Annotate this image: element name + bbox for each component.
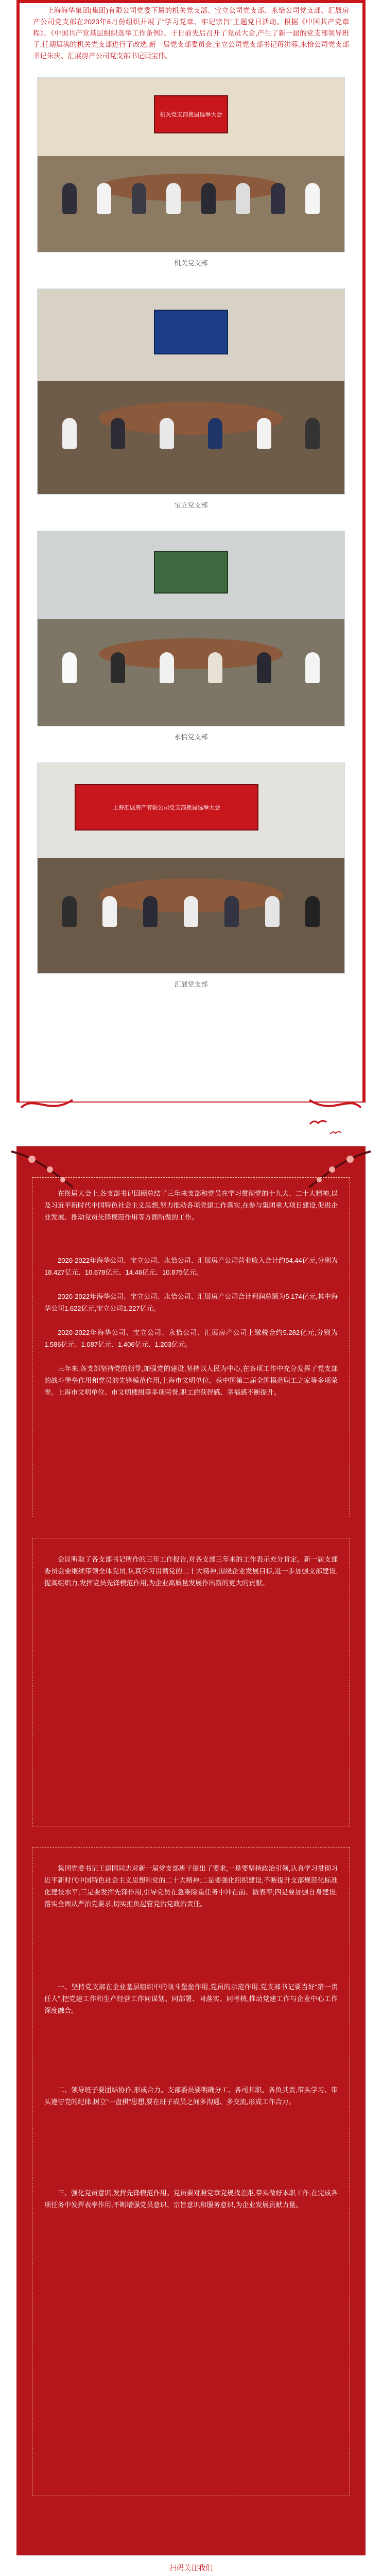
red-paragraph-6: 会议听取了各支部书记所作的三年工作报告,对各支部三年来的工作表示充分肯定。新一届支部委员会要继续带领全体党员,认真学习贯彻党的二十大精神,围绕企业发展目标,进一步加强支部建设,提高组织力,发挥党员先锋模范作用,为企业高质量发展作出新的更大的贡献。 [44,1555,338,1587]
photo-meeting-4 [38,763,344,973]
red-paragraph-4: 2020-2022年海华公司、宝立公司、永恰公司、汇展房产公司上缴税金约5.282亿元,分别为1.586亿元、1.087亿元、1.406亿元、1.203亿元。 [44,1329,338,1348]
swirl-ornament-left [19,1092,75,1115]
frame-right-border [362,0,366,1103]
red-paragraph-1: 在换届大会上,各支部书记回顾总结了三年来支部和党员在学习贯彻党的十九大、二十大精神,以及习近平新时代中国特色社会主义思想,努力推动各项党建工作落实,在参与集团重大项目建设,促进企业发展、推动党员先锋模范作用等方面所做的工作。 [44,1190,338,1221]
red-paragraph-3: 2020-2022年海华公司、宝立公司、永恰公司、汇展房产公司合计利润总额为5.174亿元,其中海华公司1.622亿元,宝立公司1.227亿元。 [44,1293,338,1312]
bird-icon [329,1128,342,1138]
photo-caption-4: 汇展党支部 [174,980,208,988]
red-content-section [16,1146,366,2576]
red-paragraph-9: 二、领导班子要团结协作,形成合力。支部委员要明确分工、各司其职、各负其责,带头学习、带头遵守党的纪律,树立“一盘棋”思想,要在班子成员之间多沟通、多交流,形成工作合力。 [44,2086,338,2106]
red-paragraph-5: 三年来,各支部坚持党的领导,加强党的建设,坚持以人民为中心,在各项工作中充分发挥了党支部的战斗堡垒作用和党员的先锋模范作用,上海市文明单位、获中国第二届全国模范职工之家等多项荣誉。上海市文明单位、市文明楼组等多项荣誉,职工的获得感、幸福感不断提升。 [44,1365,338,1396]
photo-caption-3: 永恰党支部 [174,733,208,741]
top-section [0,0,382,1133]
footer [0,2555,382,2576]
photo-meeting-2 [38,289,344,494]
photo-banner: 上海汇展房产有限公司党支部换届选举大会 [75,784,259,831]
photo-card-3 [37,531,345,726]
swirl-ornament-right [307,1092,363,1115]
photo-card-2 [37,289,345,495]
photo-meeting-3 [38,531,344,726]
frame-left-border [16,0,20,1103]
photo-card-1 [37,77,345,252]
red-paragraph-10: 三、强化党员意识,发挥先锋模范作用。党员要对照党章党规找差距,带头做好本职工作,在完成各项任务中发挥表率作用,不断增强党员意识、宗旨意识和服务意识,为企业发展贡献力量。 [44,2189,338,2209]
photo-caption-1: 机关党支部 [174,259,208,267]
red-paragraph-8: 一、坚持党支部在企业基层组织中的战斗堡垒作用,党员的示范作用,党支部书记要当好“第一责任人”,把党建工作和生产经营工作同谋划、同部署、同落实、同考核,推动党建工作与企业中心工作深度融合。 [44,1983,338,2014]
intro-paragraph: 上海海华集团(集团)有限公司党委下属的机关党支部、宝立公司党支部、永恰公司党支部、汇展房产公司党支部在2023年6月份组织开展了“学习党章、牢记宗旨”主题党日活动。根据《中国共产党章程》、《中国共产党基层组织选举工作条例》、于日前先后召开了党员大会,产生了新一届的党支部领导班子,任期届满的机关党支部进行了改选,新一届党支部委员会,宝立公司党支部书记蒋洪蓉,永恰公司党支部书记朱庆、汇展房产公司党支部书记顾宝伟。 [33,7,349,60]
photo-meeting-1 [38,78,344,252]
photo-caption-2: 宝立党支部 [174,501,208,509]
photo-banner: 机关党支部换届选举大会 [154,95,228,133]
red-paragraph-7: 集团党委书记王建国同志对新一届党支部班子提出了要求,一是要坚持政治引领,认真学习贯彻习近平新时代中国特色社会主义思想和党的二十大精神;二是要强化组织建设,不断提升支部规范化标准化建设水平;三是要发挥先锋作用,引导党员在急难险重任务中冲在前、做表率;四是要加强自身建设,落实全面从严治党要求,切实担负起管党治党政治责任。 [44,1865,338,1908]
follow-us-label: 扫码关注我们 [169,2564,213,2572]
photo-card-4 [37,762,345,974]
bird-icon [309,1118,327,1127]
frame-top-border [16,0,366,3]
content-frame-3 [32,1847,350,2496]
red-paragraph-2: 2020-2022年海华公司、宝立公司、永恰公司、汇展房产公司营业收入合计约54.44亿元,分别为18.427亿元、10.678亿元、14.46亿元、10.875亿元。 [44,1257,338,1276]
